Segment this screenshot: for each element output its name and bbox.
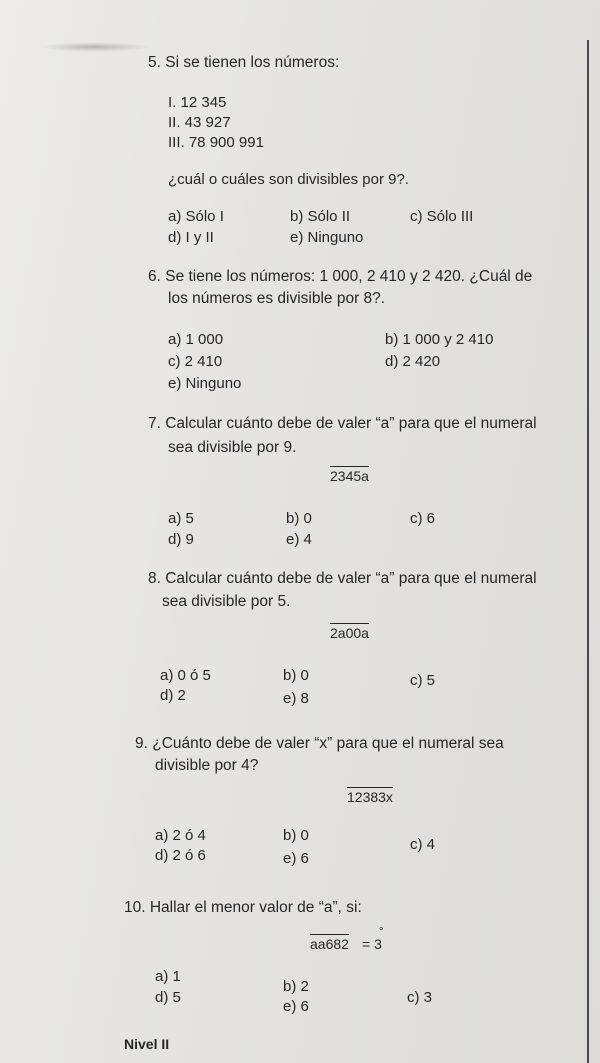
- q8-line-1: 8. Calcular cuánto debe de valer “a” para que el numeral: [148, 570, 537, 587]
- q6-option-d: d) 2 420: [385, 353, 441, 370]
- q10-option-d: d) 5: [155, 989, 181, 1006]
- q10-equals-3: = 3: [362, 936, 382, 952]
- q10-option-c: c) 3: [407, 989, 433, 1006]
- q6-option-e: e) Ninguno: [168, 375, 242, 392]
- margin-line: [587, 40, 589, 1063]
- q10-option-e: e) 6: [283, 998, 309, 1015]
- q5-question: ¿cuál o cuáles son divisibles por 9?.: [168, 171, 409, 188]
- q5-title: 5. Si se tienen los números:: [148, 54, 340, 71]
- q10-numeral: aa682: [310, 936, 349, 952]
- q8-line-2: sea divisible por 5.: [162, 593, 291, 610]
- q10-overdot: °: [379, 926, 384, 938]
- q5-option-a: a) Sólo I: [168, 208, 224, 225]
- q9-option-b: b) 0: [283, 827, 309, 844]
- q5-option-c: c) Sólo III: [410, 208, 474, 225]
- q5-number-3: III. 78 900 991: [168, 134, 264, 151]
- q9-option-e: e) 6: [283, 850, 309, 867]
- q6-option-c: c) 2 410: [168, 353, 223, 370]
- q10-option-b: b) 2: [283, 978, 309, 995]
- q6-option-b: b) 1 000 y 2 410: [385, 331, 494, 348]
- q7-option-d: d) 9: [168, 531, 194, 548]
- q8-option-e: e) 8: [283, 690, 309, 707]
- q7-line-1: 7. Calcular cuánto debe de valer “a” para que el numeral: [148, 415, 537, 432]
- q9-option-a: a) 2 ó 4: [155, 827, 206, 844]
- q9-line-2: divisible por 4?: [155, 757, 259, 774]
- q8-option-d: d) 2: [160, 687, 186, 704]
- q7-option-b: b) 0: [286, 510, 312, 527]
- q6-option-a: a) 1 000: [168, 331, 224, 348]
- q6-line-2: los números es divisible por 8?.: [168, 290, 386, 307]
- q7-option-a: a) 5: [168, 510, 194, 527]
- q5-number-2: II. 43 927: [168, 114, 231, 131]
- q10-line-1: 10. Hallar el menor valor de “a”, si:: [124, 899, 362, 916]
- q9-numeral: 12383x: [347, 789, 393, 805]
- q5-option-b: b) Sólo II: [290, 208, 351, 225]
- q10-option-a: a) 1: [155, 968, 181, 985]
- q9-option-d: d) 2 ó 6: [155, 847, 206, 864]
- q7-numeral: 2345a: [330, 468, 369, 484]
- q9-option-c: c) 4: [410, 836, 436, 853]
- q5-option-e: e) Ninguno: [290, 229, 364, 246]
- q7-line-2: sea divisible por 9.: [168, 439, 297, 456]
- q8-option-a: a) 0 ó 5: [160, 667, 211, 684]
- q7-option-e: e) 4: [286, 531, 312, 548]
- q5-option-d: d) I y II: [168, 229, 214, 246]
- q8-option-b: b) 0: [283, 667, 309, 684]
- q8-numeral: 2a00a: [330, 625, 369, 641]
- q8-option-c: c) 5: [410, 672, 436, 689]
- q9-line-1: 9. ¿Cuánto debe de valer “x” para que el numeral sea: [135, 735, 504, 752]
- q6-line-1: 6. Se tiene los números: 1 000, 2 410 y 2 420. ¿Cuál de: [148, 268, 533, 285]
- q5-number-1: I. 12 345: [168, 94, 227, 111]
- level-label: Nivel II: [124, 1036, 170, 1052]
- scan-smudge: [40, 42, 150, 52]
- q7-option-c: c) 6: [410, 510, 436, 527]
